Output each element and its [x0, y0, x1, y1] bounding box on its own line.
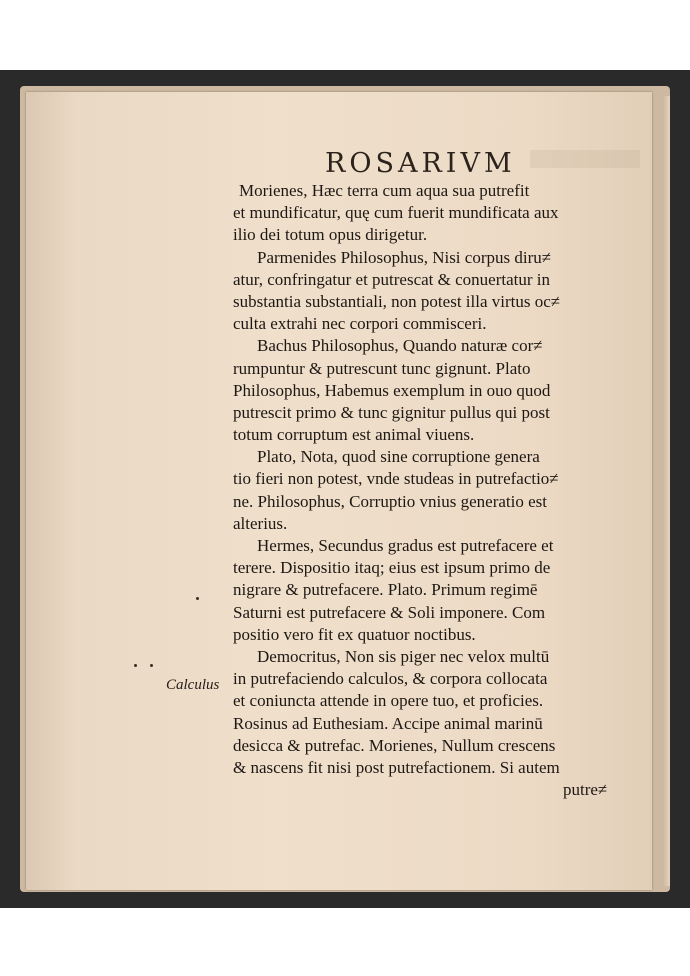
text-line: tio fieri non potest, vnde studeas in putrefactio≠ — [233, 469, 559, 489]
text-line: atur, confringatur et putrescat & conuertatur in — [233, 269, 550, 289]
text-line: Morienes, Hæc terra cum aqua sua putrefit — [239, 181, 530, 200]
show-through-text — [530, 150, 640, 168]
text-line: putrescit primo & tunc gignitur pullus qui post — [233, 402, 550, 422]
text-line: Parmenides Philosophus, Nisi corpus diru≠ — [257, 247, 552, 267]
catchword: putre≠ — [563, 780, 608, 800]
text-line: Plato, Nota, quod sine corruptione genera — [257, 447, 540, 467]
ink-speck — [134, 664, 137, 667]
text-line: ne. Philosophus, Corruptio vnius generatio est — [233, 491, 548, 511]
text-line: Bachus Philosophus, Quando naturæ cor≠ — [257, 336, 543, 356]
marginal-note: Calculus — [166, 677, 220, 693]
text-line: desicca & putrefac. Morienes, Nullum crescens — [233, 735, 556, 755]
text-line: Democritus, Non sis piger nec velox multū — [257, 646, 550, 666]
body-text — [233, 180, 628, 801]
text-line: nigrare & putrefacere. Plato. Primum regimē — [233, 580, 538, 600]
text-line: Hermes, Secundus gradus est putrefacere et — [257, 536, 554, 555]
text-line: terere. Dispositio itaq; eius est ipsum primo de — [233, 558, 551, 578]
text-line: Rosinus ad Euthesiam. Accipe animal marinū — [233, 713, 543, 733]
text-line: positio vero fit ex quatuor noctibus. — [233, 624, 476, 644]
text-line: & nascens fit nisi post putrefactionem. Si autem — [233, 757, 560, 777]
text-line: et mundificatur, quę cum fuerit mundificata aux — [233, 203, 559, 223]
text-line: in putrefaciendo calculos, & corpora collocata — [233, 669, 548, 689]
text-line: alterius. — [233, 513, 288, 533]
ink-speck — [196, 597, 199, 600]
text-line: totum corruptum est animal viuens. — [233, 425, 475, 445]
text-line: rumpuntur & putrescunt tunc gignunt. Plato — [233, 358, 531, 378]
text-line: Saturni est putrefacere & Soli imponere. Com — [233, 602, 546, 622]
text-line: ilio dei totum opus dirigetur. — [233, 225, 428, 245]
text-line: et coniuncta attende in opere tuo, et proficies. — [233, 691, 544, 711]
text-line: substantia substantiali, non potest illa virtus oc≠ — [233, 291, 561, 311]
running-head: ROSARIVM — [325, 148, 516, 179]
page-edge — [662, 96, 670, 886]
ink-speck — [150, 664, 153, 667]
text-line: Philosophus, Habemus exemplum in ouo quod — [233, 380, 551, 400]
text-line: culta extrahi nec corpori commisceri. — [233, 314, 487, 334]
